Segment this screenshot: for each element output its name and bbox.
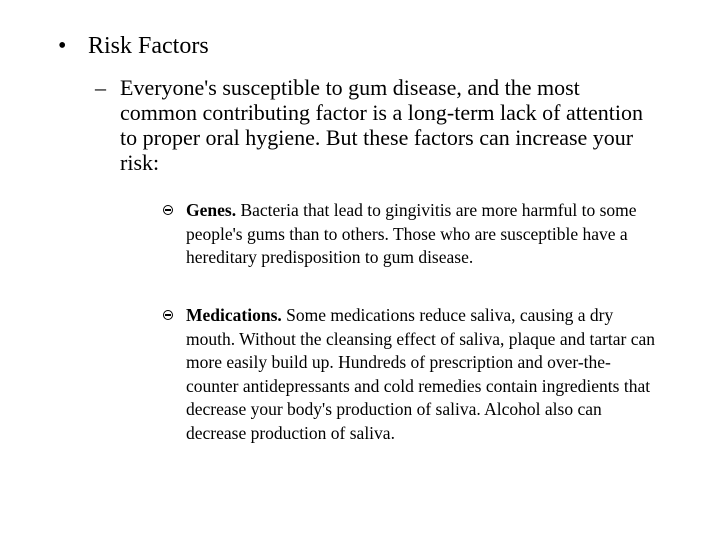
factor-text xyxy=(186,199,663,270)
factor-item-medications xyxy=(163,304,663,445)
circle-bullet-icon xyxy=(163,310,173,320)
factor-item-genes xyxy=(163,199,663,270)
factor-description: Some medications reduce saliva, causing a dry mouth. Without the cleansing effect of saliva, plaque and tartar can more easily build up. Hundreds of prescription and over-the-counter antidepressants and cold remedies contain ingredients that decrease your body's production of saliva. Alcohol also can decrease production of saliva. xyxy=(186,305,656,443)
factor-text xyxy=(186,304,663,445)
heading-item xyxy=(58,30,209,62)
factor-term: Medications. xyxy=(186,305,282,325)
heading-text: Risk Factors xyxy=(88,33,209,59)
circle-bullet-icon xyxy=(163,205,173,215)
factor-description: Bacteria that lead to gingivitis are more harmful to some people's gums than to others. Those who are susceptible have a hereditary predisposition to gum disease. xyxy=(186,200,637,267)
bullet-icon: • xyxy=(58,33,67,59)
subpoint-text: Everyone's susceptible to gum disease, and the most common contributing factor is a long-term lack of attention to proper oral hygiene. But these factors can increase your risk: xyxy=(120,75,643,175)
dash-icon: – xyxy=(95,75,106,100)
factor-term: Genes. xyxy=(186,200,237,220)
subpoint-item xyxy=(95,75,655,175)
